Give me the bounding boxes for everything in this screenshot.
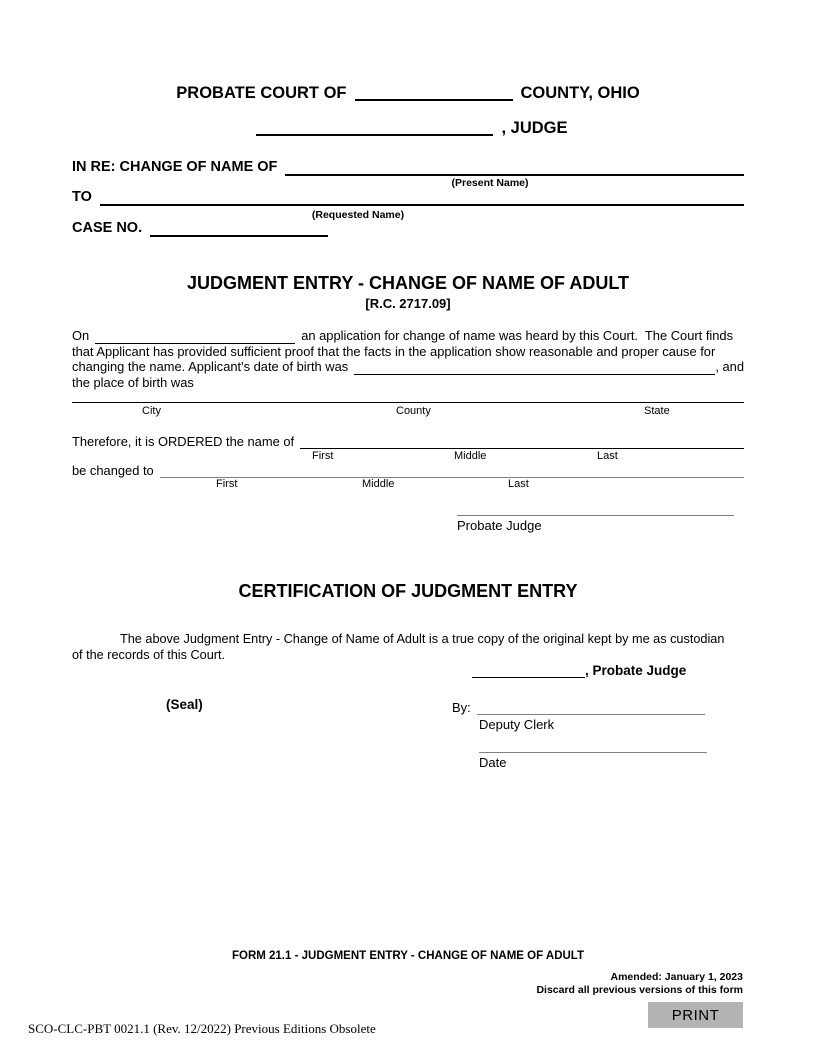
amended-note: Amended: January 1, 2023 bbox=[610, 971, 743, 983]
case-number-field[interactable] bbox=[150, 235, 328, 237]
present-name-caption: (Present Name) bbox=[451, 177, 529, 189]
certifying-judge-name-field[interactable] bbox=[472, 677, 585, 678]
judgment-paragraph bbox=[72, 328, 744, 390]
court-name-prefix: PROBATE COURT OF bbox=[176, 84, 347, 102]
by-label: By: bbox=[452, 700, 471, 715]
deputy-clerk-label: Deputy Clerk bbox=[479, 717, 555, 732]
case-no-row bbox=[72, 217, 328, 237]
paragraph-line-4: the place of birth was bbox=[72, 374, 194, 390]
present-name-field[interactable] bbox=[285, 174, 744, 176]
paragraph-line-3-suffix: , and bbox=[715, 359, 744, 374]
case-no-label: CASE NO. bbox=[72, 220, 143, 236]
ordered-name-row bbox=[72, 431, 744, 449]
judge-signature-field[interactable] bbox=[457, 502, 734, 516]
certifying-judge-row bbox=[472, 661, 686, 678]
court-name-suffix: COUNTY, OHIO bbox=[520, 84, 640, 102]
paragraph-line-2: that Applicant has provided sufficient proof that the facts in the application show reasonable and proper cause for bbox=[72, 343, 716, 359]
current-name-field[interactable] bbox=[300, 448, 744, 449]
to-row bbox=[72, 186, 744, 206]
in-re-row bbox=[72, 156, 744, 176]
ordered-label: Therefore, it is ORDERED the name of bbox=[72, 433, 295, 449]
judge-label: , JUDGE bbox=[501, 119, 568, 137]
middle-name-label-1: Middle bbox=[454, 450, 487, 462]
form-title: JUDGMENT ENTRY - CHANGE OF NAME OF ADULT bbox=[187, 273, 629, 293]
middle-name-label-2: Middle bbox=[362, 478, 395, 490]
paragraph-line-3 bbox=[72, 359, 744, 375]
on-label: On bbox=[72, 328, 90, 343]
probate-judge-label: Probate Judge bbox=[457, 518, 542, 533]
last-name-label-1: Last bbox=[597, 450, 618, 462]
new-name-field[interactable] bbox=[160, 477, 744, 478]
first-name-label-1: First bbox=[312, 450, 334, 462]
be-changed-to-label: be changed to bbox=[72, 462, 154, 478]
certifying-judge-suffix: , Probate Judge bbox=[585, 663, 687, 678]
birthplace-field[interactable] bbox=[72, 388, 744, 403]
date-label: Date bbox=[479, 755, 507, 770]
first-name-label-2: First bbox=[216, 478, 238, 490]
state-column-label: State bbox=[644, 405, 670, 417]
by-row bbox=[452, 698, 705, 715]
judge-header-line bbox=[72, 119, 744, 138]
paragraph-line-1-text: an application for change of name was heard by this Court. The Court finds bbox=[301, 328, 734, 343]
city-column-label: City bbox=[142, 405, 161, 417]
certification-title: CERTIFICATION OF JUDGMENT ENTRY bbox=[238, 581, 578, 601]
certification-line-2: of the records of this Court. bbox=[72, 647, 226, 662]
form-footer-line: FORM 21.1 - JUDGMENT ENTRY - CHANGE OF NAME OF ADULT bbox=[231, 950, 585, 962]
print-button[interactable]: PRINT bbox=[648, 1002, 743, 1028]
county-name-field[interactable] bbox=[355, 87, 513, 101]
date-of-birth-field[interactable] bbox=[354, 374, 715, 375]
discard-note: Discard all previous versions of this form bbox=[536, 984, 743, 996]
county-column-label: County bbox=[396, 405, 431, 417]
date-field[interactable] bbox=[479, 739, 707, 753]
to-label: TO bbox=[72, 189, 92, 205]
requested-name-field[interactable] bbox=[100, 204, 744, 206]
seal-label: (Seal) bbox=[166, 697, 203, 712]
paragraph-line-3-text: changing the name. Applicant's date of birth was bbox=[72, 359, 349, 374]
judge-name-field[interactable] bbox=[256, 122, 493, 136]
statute-reference: [R.C. 2717.09] bbox=[365, 296, 451, 311]
document-id: SCO-CLC-PBT 0021.1 (Rev. 12/2022) Previous Editions Obsolete bbox=[28, 1021, 376, 1036]
court-header-line bbox=[72, 84, 744, 103]
paragraph-line-1 bbox=[72, 328, 744, 344]
changed-name-row bbox=[72, 460, 744, 478]
deputy-clerk-signature-field[interactable] bbox=[477, 714, 705, 715]
requested-name-caption: (Requested Name) bbox=[311, 209, 405, 221]
certification-line-1: The above Judgment Entry - Change of Name of Adult is a true copy of the original kept by me as custodian bbox=[120, 632, 725, 646]
certification-paragraph bbox=[72, 632, 744, 663]
in-re-label: IN RE: CHANGE OF NAME OF bbox=[72, 159, 278, 175]
last-name-label-2: Last bbox=[508, 478, 529, 490]
